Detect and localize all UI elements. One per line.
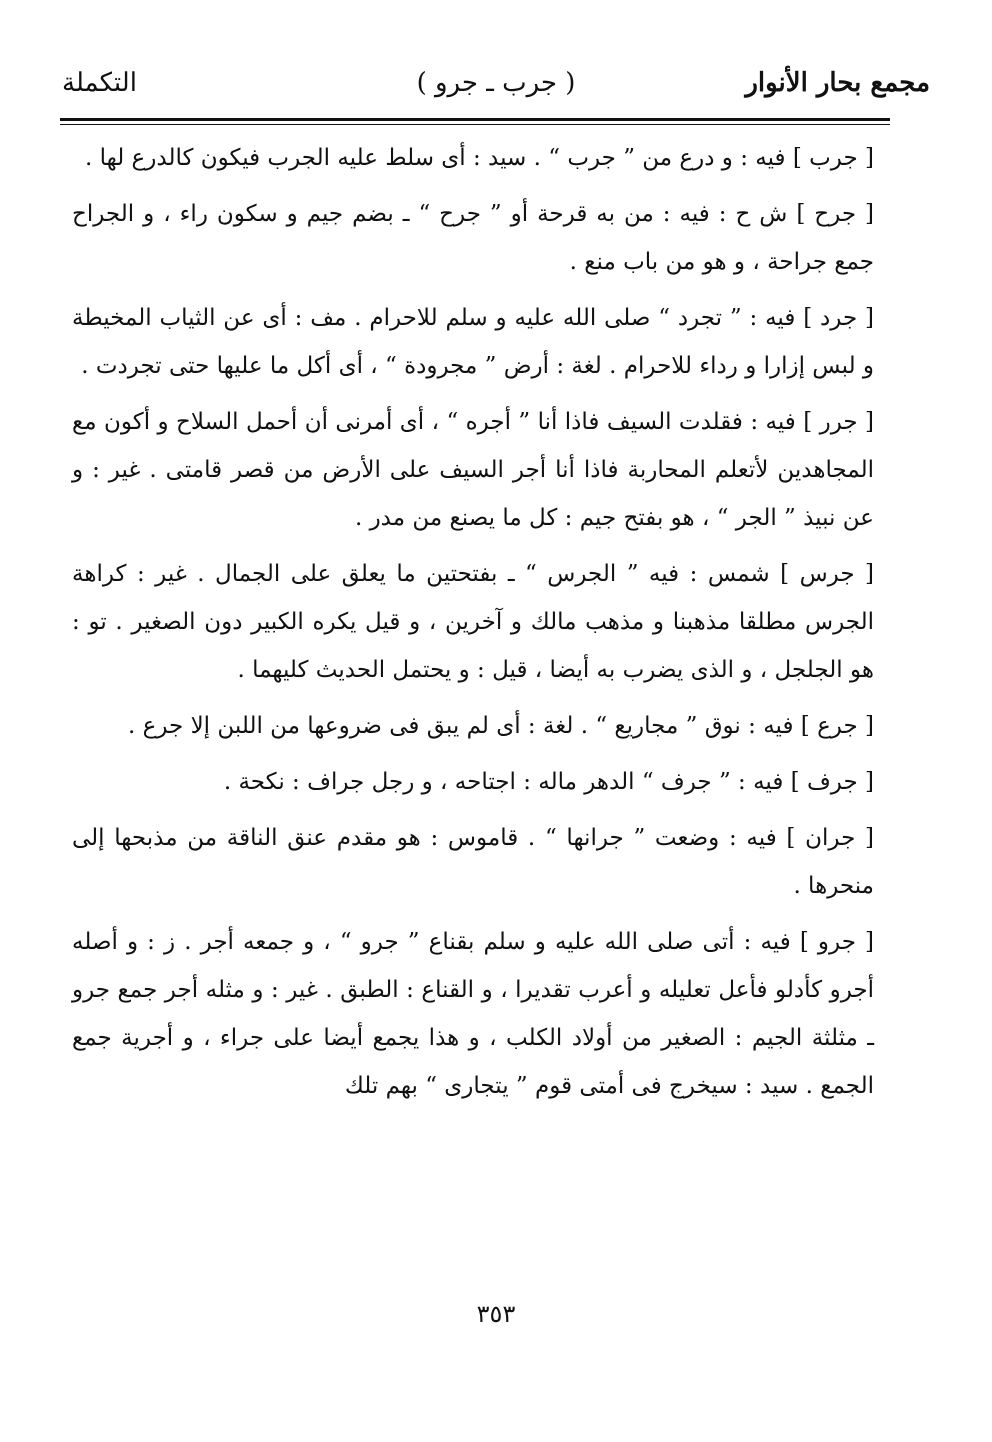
entry-text: فيه : فقلدت السيف فاذا أنا ” أجره “ ، أى أمرنى أن أحمل السلاح و أكون مع المجاهدين لأتعلم المحاربة فاذا أنا أجر السيف على الأرض من قصر قامتى . غير : و عن نبيذ ” الجر “ ، هو بفتح جيم : كل ما يصنع من مدر . (72, 409, 874, 531)
entry-headword: [ جرر ] (803, 409, 874, 435)
entry-jrr (72, 398, 874, 542)
entry-text: فيه : ” جرف “ الدهر ماله : اجتاحه ، و رجل جراف : نكحة . (223, 769, 784, 795)
entry-text: فيه : نوق ” مجاريع “ . لغة : أى لم يبق فى ضروعها من اللبن إلا جرع . (128, 713, 794, 739)
header-rule-thick (60, 118, 890, 121)
entry-headword: [ جرب ] (792, 145, 874, 171)
entry-jrh (72, 190, 874, 286)
entry-headword: [ جرح ] (796, 201, 875, 227)
entry-jrd (72, 294, 874, 390)
entry-headword: [ جرع ] (800, 713, 874, 739)
book-title: مجمع بحار الأنوار (745, 68, 930, 98)
dictionary-body (72, 134, 874, 1118)
entry-headword: [ جرس ] (780, 561, 874, 587)
section-range: ( جرب ـ جرو ) (416, 68, 576, 98)
entry-text: ش ح : فيه : من به قرحة أو ” جرح “ ـ بضم جيم و سكون راء ، و الجراح جمع جراحة ، و هو من باب منع . (72, 201, 874, 275)
entry-jrf (72, 758, 874, 806)
entry-jra (72, 702, 874, 750)
entry-text: فيه : ” تجرد “ صلى الله عليه و سلم للاحرام . مف : أى عن الثياب المخيطة و لبس إزارا و رداء للاحرام . لغة : أرض ” مجرودة “ ، أى أكل ما عليها حتى تجردت . (72, 305, 874, 379)
entry-headword: [ جرد ] (803, 305, 875, 331)
entry-headword: [ جرف ] (790, 769, 874, 795)
entry-jran (72, 814, 874, 910)
entry-text: فيه : و درع من ” جرب “ . سيد : أى سلط عليه الجرب فيكون كالدرع لها . (84, 145, 786, 171)
entry-headword: [ جران ] (786, 825, 874, 851)
entry-jrb (72, 134, 874, 182)
volume-label: التكملة (62, 68, 137, 98)
entry-jrw (72, 918, 874, 1110)
entry-text: شمس : فيه ” الجرس “ ـ بفتحتين ما يعلق على الجمال . غير : كراهة الجرس مطلقا مذهبنا و مذهب مالك و آخرين ، و قيل يكره الكبير دون الصغير . تو : هو الجلجل ، و الذى يضرب به أيضا ، قيل : و يحتمل الحديث كليهما . (72, 561, 874, 683)
header-rule-thin (60, 124, 890, 125)
page-number: ٣٥٣ (476, 1300, 516, 1328)
entry-jrs (72, 550, 874, 694)
page-header (62, 62, 930, 112)
entry-text: فيه : أتى صلى الله عليه و سلم بقناع ” جرو “ ، و جمعه أجر . ز : و أصله أجرو كأدلو فأعل تعليله و أعرب تقديرا ، و القناع : الطبق . غير : و مثله أجر جمع جرو ـ مثلثة الجيم : الصغير من أولاد الكلب ، و هذا يجمع أيضا على جراء ، و أجرية جمع الجمع . سيد : سيخرج فى أمتى قوم ” يتجارى “ بهم تلك (72, 929, 874, 1099)
entry-headword: [ جرو ] (799, 929, 874, 955)
entry-text: فيه : وضعت ” جرانها “ . قاموس : هو مقدم عنق الناقة من مذبحها إلى منحرها . (72, 825, 874, 899)
